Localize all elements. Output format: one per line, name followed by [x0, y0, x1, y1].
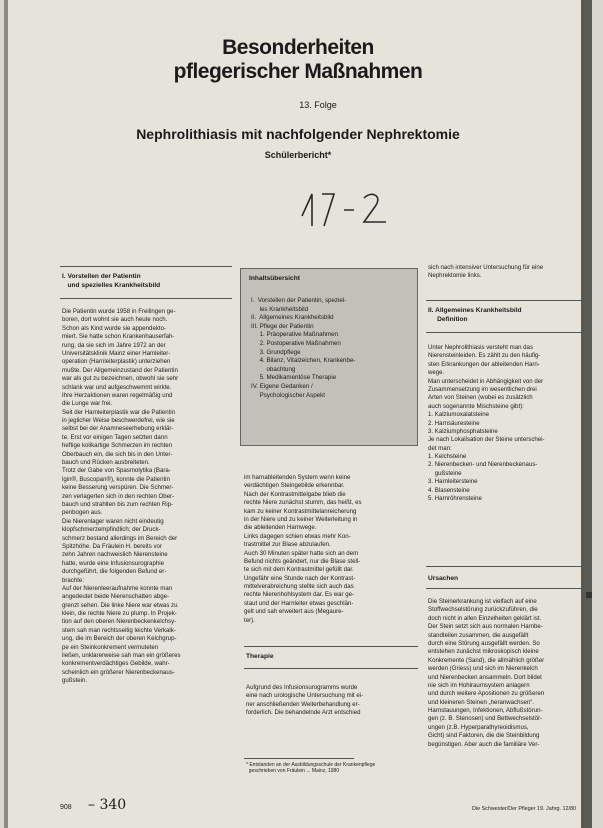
text-line: Harnstauungen, Infektionen, Abflußstörun-: [428, 707, 543, 715]
text-line: auch sogenannte Mischsteine gibt):: [428, 402, 524, 410]
text-line: ließen, unklarerweise sah man ein größeres: [62, 652, 181, 660]
text-line: gußsteine: [428, 469, 462, 477]
binder-mark: [586, 592, 592, 598]
text-line: begünstigen. Aber auch die familiäre Ver-: [428, 740, 540, 748]
text-line: brachte:: [62, 576, 85, 584]
text-line: ung, die im Bereich der oberen Kelchgrup-: [62, 635, 177, 643]
text-line: Trotz der Gabe von Spasmolytika (Bara-: [62, 467, 171, 475]
text-line: ungen (z.B. Hyperparathyreoidismus,: [428, 723, 529, 731]
text-line: konkrementverdächtiges Gebilde, wahr-: [62, 660, 170, 668]
contents-box: [240, 268, 418, 446]
text-line: forderlich. Die behandelnde Arzt entschied: [246, 709, 361, 717]
text-line: Nierensteinleiden. Es zählt zu den häufig-: [428, 352, 541, 360]
text-line: Gicht) sind Faktoren, die die Steinbildung: [428, 732, 540, 740]
text-line: bauch und strahlten bis zum rechten Rip-: [62, 500, 174, 508]
text-line: doch nicht in allen Einzelheiten geklärt ist.: [428, 614, 542, 622]
text-line: Man unterscheidet in Abhängigkeit von der: [428, 377, 544, 385]
text-line: Spitzhöhe. Da Fräulein H. bereits vor: [62, 542, 162, 550]
text-line: bauch und Rücken ausbreiteten.: [62, 459, 150, 467]
text-line: in der Niere und zu keiner Weiterleitung in: [244, 515, 358, 523]
text-line: verdächtigen Steingebilde erkennbar.: [244, 482, 345, 490]
text-line: die Lunge war frei.: [62, 400, 113, 408]
column-rule: [244, 668, 418, 669]
text-line: schmerz bestand allerdings im Bereich der: [62, 534, 178, 542]
text-line: 3. Harnleitersteine: [428, 478, 478, 486]
causes-heading: Ursachen: [428, 575, 459, 582]
text-line: 5. Harnröhrensteine: [428, 495, 482, 503]
text-line: Ungefähr eine Stunde nach der Kontrast-: [244, 574, 356, 582]
column-rule: [426, 332, 586, 333]
text-line: entstehen zunächst mikroskopisch kleine: [428, 648, 539, 656]
handwritten-page-ref: – 340: [88, 797, 127, 813]
text-line: scheinlich ein größerer Nierenbeckenaus-: [62, 668, 175, 676]
text-line: Aufgrund des Infusionsurogramms wurde: [246, 684, 358, 691]
column-rule: [60, 266, 232, 267]
text-line: Oberbauch ein, die sich bis in den Unter-: [62, 450, 173, 458]
text-line: ter).: [244, 616, 255, 624]
text-line: Schon als Kind wurde sie appendekto-: [62, 324, 166, 332]
column-3-intro: [428, 264, 588, 281]
column-1-text: [62, 308, 238, 686]
text-line: hatte, wurde eine Infusionsurographie: [62, 559, 164, 567]
text-line: Auch 30 Minuten später hatte sich an dem: [244, 549, 359, 557]
text-line: die ableitenden Harnwege.: [244, 524, 317, 532]
text-line: gen (z. B. Stenosen) und Bettwechselstör-: [428, 715, 543, 723]
handwritten-annotation: [294, 186, 394, 230]
text-line: nie sich im Hohlraumsystem anlagern: [428, 681, 530, 689]
text-line: Konkremente (Sand), die allmählich größer: [428, 656, 545, 664]
text-line: rechte Niere zunächst stumm, das heißt, es: [244, 499, 362, 507]
text-line: gelt und sah erweitert aus (Megaure-: [244, 608, 344, 616]
text-line: mußte. Der Allgemeinzustand der Patientin: [62, 366, 178, 374]
column-rule: [426, 588, 586, 589]
text-line: Universitätsklinik Mainz einer Hamleiter-: [62, 349, 171, 357]
text-line: Arten von Steinen (wobei es zusätzlich: [428, 394, 533, 402]
text-line: gußstein.: [62, 677, 88, 685]
text-line: war als gut zu bezeichnen, obwohl sie sehr: [62, 375, 179, 383]
text-line: kam zu keiner Kontrastmittelanreicherung: [244, 507, 357, 515]
text-line: 2. Nierenbecken- und Nierenbeckenaus-: [428, 461, 538, 469]
text-line: sten Erkrankungen der ableitenden Harn-: [428, 360, 540, 368]
definition-text: [428, 344, 588, 503]
journal-footer: Die Schwester/Der Pfleger 19. Jahrg. 12/80: [472, 806, 576, 812]
therapy-heading: Therapie: [246, 653, 274, 660]
text-line: standteilen zusammen, die ausgefällt: [428, 631, 529, 639]
byline: Schülerbericht*: [264, 150, 332, 160]
text-line: und Nierenbecken ansammeln. Dort bildet: [428, 673, 542, 681]
therapy-text: [246, 684, 422, 718]
text-line: selbst bei der Anamneseerhebung erklär-: [62, 425, 174, 433]
text-line: Ihre Herzaktionen waren regelmäßig und: [62, 391, 173, 399]
text-line: eine nach urologische Untersuchung mit ei-: [246, 692, 364, 700]
text-line: 1. Kelchsteine: [428, 453, 467, 461]
page-number: 908: [60, 804, 72, 811]
title-line-2: pflegerischer Maßnahmen: [173, 60, 423, 83]
column-rule: [426, 566, 586, 567]
text-line: Die Nierenlager waren nicht eindeutig: [62, 517, 164, 525]
text-line: 1. Kalziumoxalatsteine: [428, 411, 489, 419]
text-line: Zusammensetzung im wesentlichen drei: [428, 385, 537, 393]
text-line: grenzt sehen. Die linke Niere war etwas zu: [62, 601, 178, 609]
column-rule: [426, 300, 586, 301]
text-line: boren, dort wohnt sie auch heute noch.: [62, 316, 168, 324]
text-line: tion auf den oberen Nierenbeckenkelchsy-: [62, 618, 177, 626]
text-line: Nephrektomie links.: [428, 272, 482, 280]
text-line: trastmittel zur Blase abzulaufen.: [244, 541, 331, 549]
text-line: klopfschmerzempfindlich; der Druck-: [62, 526, 161, 534]
text-line: durch eine Störung ausgefällt werden. So: [428, 639, 540, 647]
text-line: pe ein Steinkonkrement vermuteten: [62, 643, 159, 651]
text-line: Unter Nephrolithiasis versteht man das: [428, 344, 533, 351]
text-line: operation (Harnleiterplastik) unterziehen: [62, 358, 171, 366]
text-line: keine Besserung verspüren. Die Schmer-: [62, 484, 174, 492]
text-line: und kleineren Steinen „heranwachsen“.: [428, 698, 535, 706]
text-line: Je nach Lokalisation der Steine unterschei-: [428, 436, 545, 444]
text-line: durchgeführt, die folgenden Befund er-: [62, 568, 167, 576]
column-2-text: [244, 474, 420, 625]
text-line: Die Steinerkrankung ist vielfach auf eine: [428, 598, 537, 605]
text-line: und durch weitere Apositionen zu größeren: [428, 690, 545, 698]
text-line: 2. Harnsäuresteine: [428, 419, 480, 427]
text-line: miert. Sie hatte schon Krankenhauserfah-: [62, 333, 175, 341]
text-line: stem sah man rechtsseitig leichte Verkalk-: [62, 626, 176, 634]
text-line: schlank war und aufgeschwemmt wirkte.: [62, 383, 172, 391]
text-line: angedeutet beide Nierenschatten abge-: [62, 593, 170, 601]
text-line: Nach der Kontrastmittelgabe blieb die: [244, 490, 346, 498]
text-line: 3. Kalziumphosphatsteine: [428, 427, 498, 435]
section-heading-1: I. Vorstellen der Patientin und spezielles Krankheitsbild: [62, 273, 161, 289]
text-line: staut und der Harnleiter etwas geschlän-: [244, 599, 354, 607]
text-line: wege.: [428, 369, 445, 377]
text-line: lgin®, Buscopan®), konnte die Patientin: [62, 475, 170, 483]
text-line: zen verlagerten sich in den rechten Ober-: [62, 492, 175, 500]
text-line: rung, da sie sich im Jahre 1972 an der: [62, 341, 166, 349]
column-rule: [60, 298, 232, 299]
contents-list: I. Vorstellen der Patientin, speziel- les Krankheitsbild II. Allgemeines Krankheitsbild III. Pflege der Patientin 1. Präoperative Maßnahmen 2. Postoperative Maßnahmen 3. Grundpflege 4. Bilanz, Vitalzeichen, Krankenbe- obachtung 5. Medikamentöse Therapie IV. Eigene Gedanken / Psychologischer Aspekt: [251, 297, 356, 399]
text-line: Stoffwechselstörung zurückzuführen, die: [428, 606, 538, 614]
title-line-1: Besonderheiten: [222, 36, 374, 59]
section-heading-2: II. Allgemeines Krankheitsbild Definition: [428, 307, 522, 323]
series-label: 13. Folge: [299, 100, 337, 110]
footnote: * Entstanden an der Ausbildungsschule der Krankenpflege geschrieben von Fräulein ... Mainz, 1980: [246, 762, 376, 775]
text-line: 4. Blasensteine: [428, 486, 470, 494]
text-line: Links dagegen schien etwas mehr Kon-: [244, 532, 351, 540]
text-line: Der Stein setzt sich aus normalen Harnbe-: [428, 623, 543, 631]
text-line: sich nach intensiver Untersuchung für eine: [428, 264, 544, 271]
text-line: ner anschließenden Weiterbehandlung er-: [246, 700, 360, 708]
text-line: rechte Nierenhohlsystem dar. Es war ge-: [244, 591, 355, 599]
text-line: Die Patientin wurde 1958 in Freilingen ge-: [62, 308, 176, 315]
footnote-rule: [244, 758, 354, 759]
page-binding-shadow: [4, 0, 8, 828]
text-line: te. Erst vor einigen Tagen setzten dann: [62, 433, 168, 441]
text-line: werden (Griess) und sich im Nierenkelch: [428, 665, 538, 673]
column-rule: [244, 646, 418, 647]
document-page: [4, 0, 592, 828]
text-line: klein, die rechte Niere zu plump. In Projek-: [62, 610, 177, 618]
text-line: penbogen aus.: [62, 509, 103, 517]
text-line: heftige kolikartige Schmerzen im rechten: [62, 442, 173, 450]
text-line: Befund nichts geändert, nur die Blase stell-: [244, 557, 361, 565]
causes-text: [428, 598, 588, 749]
article-subtitle: Nephrolithiasis mit nachfolgender Nephrektomie: [136, 126, 460, 142]
text-line: zehn Jahren nachweislich Nierensteine: [62, 551, 168, 559]
text-line: im harnableitenden System wenn keine: [244, 474, 351, 481]
text-line: Auf der Nierenleeraufnahme konnte man: [62, 584, 173, 592]
text-line: in jeglicher Weise beschwerdefrei, wie sie: [62, 417, 175, 425]
text-line: det man:: [428, 444, 452, 452]
text-line: mittelverabreichung stellte sich auch das: [244, 583, 354, 591]
text-line: Seit der Harnleiterplastik war die Patientin: [62, 408, 176, 416]
contents-title: Inhaltsübersicht: [249, 275, 300, 282]
text-line: te sich mit dem Kontrastmittel gefüllt dar.: [244, 566, 354, 574]
